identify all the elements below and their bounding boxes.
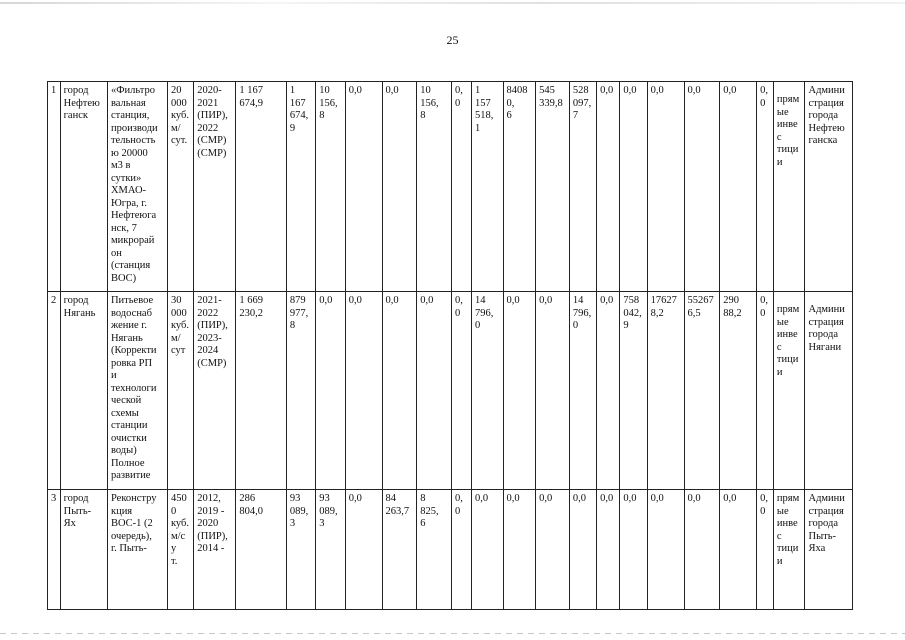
table-row bbox=[48, 82, 853, 292]
value-cell: 0,0 bbox=[647, 82, 684, 292]
value-cell: 0,0 bbox=[451, 82, 471, 292]
value-cell: 0,0 bbox=[417, 292, 452, 490]
capacity-cell: 20 000 куб. м/ сут. bbox=[167, 82, 193, 292]
total-cost-cell: 286 804,0 bbox=[236, 490, 287, 610]
value-cell: 1 167 674, 9 bbox=[286, 82, 315, 292]
value-cell: 55267 6,5 bbox=[684, 292, 720, 490]
value-cell: 879 977, 8 bbox=[286, 292, 315, 490]
value-cell: 0,0 bbox=[620, 490, 647, 610]
responsible-cell: Админи страция города Нягани bbox=[805, 292, 853, 490]
value-cell: 0,0 bbox=[620, 82, 647, 292]
period-cell: 2012, 2019 - 2020 (ПИР), 2014 - bbox=[194, 490, 236, 610]
row-number-cell: 1 bbox=[48, 82, 61, 292]
value-cell: 0,0 bbox=[536, 292, 570, 490]
value-cell: 93 089, 3 bbox=[286, 490, 315, 610]
value-cell: 84080, 6 bbox=[503, 82, 536, 292]
value-cell: 0,0 bbox=[720, 490, 757, 610]
funding-source-cell: прям ые инвес тици и bbox=[773, 82, 805, 292]
value-cell: 758 042, 9 bbox=[620, 292, 647, 490]
value-cell: 10 156, 8 bbox=[316, 82, 345, 292]
value-cell: 0,0 bbox=[345, 292, 382, 490]
table-row bbox=[48, 490, 853, 610]
value-cell: 0,0 bbox=[757, 292, 774, 490]
scan-edge-top bbox=[0, 2, 905, 4]
object-cell: Питьевое водоснаб жение г. Нягань (Корректи ровка РП и технологи ческой схемы станции очистки воды) Полное развитие bbox=[107, 292, 167, 490]
value-cell: 10 156, 8 bbox=[417, 82, 452, 292]
responsible-cell: Админи страция города Нефтею ганска bbox=[805, 82, 853, 292]
value-cell: 545 339,8 bbox=[536, 82, 570, 292]
page-number: 25 bbox=[446, 33, 459, 47]
value-cell: 0,0 bbox=[471, 490, 503, 610]
value-cell: 0,0 bbox=[757, 490, 774, 610]
capacity-cell: 30 000 куб. м/ сут bbox=[167, 292, 193, 490]
value-cell: 8 825, 6 bbox=[417, 490, 452, 610]
investment-table bbox=[47, 81, 853, 610]
value-cell: 0,0 bbox=[597, 490, 620, 610]
city-cell: город Пыть- Ях bbox=[60, 490, 107, 610]
value-cell: 0,0 bbox=[382, 82, 417, 292]
value-cell: 528 097, 7 bbox=[569, 82, 596, 292]
object-cell: «Фильтро вальная станция, производи тельность ю 20000 м3 в сутки» ХМАО- Югра, г. Нефтеюга нск, 7 микрорай он (станция ВОС) bbox=[107, 82, 167, 292]
period-cell: 2021- 2022 (ПИР), 2023- 2024 (СМР) bbox=[194, 292, 236, 490]
value-cell: 0,0 bbox=[720, 82, 757, 292]
value-cell: 0,0 bbox=[647, 490, 684, 610]
value-cell: 14 796, 0 bbox=[471, 292, 503, 490]
value-cell: 84 263,7 bbox=[382, 490, 417, 610]
value-cell: 0,0 bbox=[451, 490, 471, 610]
funding-source-cell: прям ые инвес тици и bbox=[773, 292, 805, 490]
value-cell: 290 88,2 bbox=[720, 292, 757, 490]
table-row bbox=[48, 292, 853, 490]
capacity-cell: 4500 куб. м/су т. bbox=[167, 490, 193, 610]
row-number-cell: 2 bbox=[48, 292, 61, 490]
total-cost-cell: 1 167 674,9 bbox=[236, 82, 287, 292]
scan-edge-bottom bbox=[0, 633, 905, 634]
value-cell: 14 796, 0 bbox=[569, 292, 596, 490]
value-cell: 0,0 bbox=[684, 490, 720, 610]
value-cell: 0,0 bbox=[345, 490, 382, 610]
value-cell: 93 089, 3 bbox=[316, 490, 345, 610]
city-cell: город Нягань bbox=[60, 292, 107, 490]
value-cell: 0,0 bbox=[345, 82, 382, 292]
funding-source-cell: прям ые инвес тици и bbox=[773, 490, 805, 610]
value-cell: 0,0 bbox=[503, 292, 536, 490]
value-cell: 0,0 bbox=[316, 292, 345, 490]
value-cell: 0,0 bbox=[597, 82, 620, 292]
value-cell: 0,0 bbox=[569, 490, 596, 610]
value-cell: 0,0 bbox=[597, 292, 620, 490]
total-cost-cell: 1 669 230,2 bbox=[236, 292, 287, 490]
value-cell: 0,0 bbox=[536, 490, 570, 610]
value-cell: 0,0 bbox=[757, 82, 774, 292]
object-cell: Реконстру кция ВОС-1 (2 очередь), г. Пыть- bbox=[107, 490, 167, 610]
value-cell: 1 157 518, 1 bbox=[471, 82, 503, 292]
responsible-cell: Админи страция города Пыть- Яха bbox=[805, 490, 853, 610]
value-cell: 0,0 bbox=[503, 490, 536, 610]
value-cell: 0,0 bbox=[382, 292, 417, 490]
value-cell: 17627 8,2 bbox=[647, 292, 684, 490]
value-cell: 0,0 bbox=[684, 82, 720, 292]
value-cell: 0,0 bbox=[451, 292, 471, 490]
city-cell: город Нефтею ганск bbox=[60, 82, 107, 292]
row-number-cell: 3 bbox=[48, 490, 61, 610]
period-cell: 2020- 2021 (ПИР), 2022 (СМР) (СМР) bbox=[194, 82, 236, 292]
